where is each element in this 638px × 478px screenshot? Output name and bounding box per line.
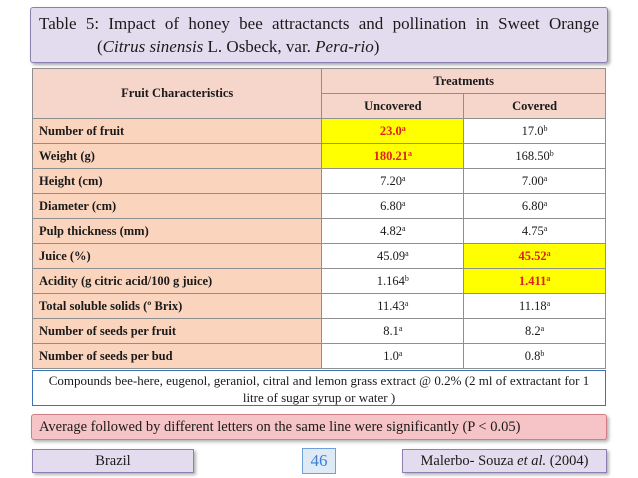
fruit-characteristics-table [32,68,606,369]
title-line-1: Table 5: Impact of honey bee attractancts and pollination in Sweet Orange [39,14,599,33]
cell-covered: 168.50$^b$ [464,144,606,169]
cell-uncovered: 180.21$^a$ [322,144,464,169]
table-row [33,269,606,294]
row-label: Juice (%) [33,244,322,269]
col-header-characteristics: Fruit Characteristics [33,69,322,119]
row-label: Diameter (cm) [33,194,322,219]
col-header-uncovered: Uncovered [322,94,464,119]
table-row [33,344,606,369]
table-row [33,119,606,144]
compounds-note: Compounds bee-here, eugenol, geraniol, citral and lemon grass extract @ 0.2% (2 ml of extractant for 1 litre of sugar syrup or water ) [32,370,606,406]
variety-name: Pera-rio [315,37,374,56]
cell-uncovered: 1.164$^b$ [322,269,464,294]
cell-covered: 8.2$^a$ [464,319,606,344]
significance-note: Average followed by different letters on the same line were significantly (P < 0.05) [31,414,607,440]
cell-covered: 0.8$^b$ [464,344,606,369]
cell-covered: 6.80$^a$ [464,194,606,219]
row-label: Number of seeds per bud [33,344,322,369]
table-header-row [33,69,606,94]
cell-uncovered: 45.09$^a$ [322,244,464,269]
cell-uncovered: 23.0$^a$ [322,119,464,144]
slide-title [30,7,608,63]
row-label: Weight (g) [33,144,322,169]
table-row [33,144,606,169]
country-label: Brazil [32,449,194,473]
table-row [33,294,606,319]
cell-uncovered: 6.80$^a$ [322,194,464,219]
cell-uncovered: 8.1$^a$ [322,319,464,344]
col-header-covered: Covered [464,94,606,119]
cell-covered: 45.52$^a$ [464,244,606,269]
table-row [33,319,606,344]
cell-uncovered: 11.43$^a$ [322,294,464,319]
page-number: 46 [302,448,336,474]
title-line-2: (Citrus sinensis L. Osbeck, var. Pera-rio) [97,37,380,56]
row-label: Pulp thickness (mm) [33,219,322,244]
scientific-name: Citrus sinensis [102,37,204,56]
table-row [33,219,606,244]
cell-covered: 1.411$^a$ [464,269,606,294]
cell-covered: 17.0$^b$ [464,119,606,144]
table-row [33,194,606,219]
table-row [33,169,606,194]
row-label: Total soluble solids (º Brix) [33,294,322,319]
table-row [33,244,606,269]
cell-uncovered: 4.82$^a$ [322,219,464,244]
cell-covered: 4.75$^a$ [464,219,606,244]
cell-uncovered: 1.0$^a$ [322,344,464,369]
cell-uncovered: 7.20$^a$ [322,169,464,194]
cell-covered: 11.18$^a$ [464,294,606,319]
cell-covered: 7.00$^a$ [464,169,606,194]
row-label: Acidity (g citric acid/100 g juice) [33,269,322,294]
row-label: Height (cm) [33,169,322,194]
citation: Malerbo- Souza et al. (2004) [402,449,607,473]
col-header-treatments: Treatments [322,69,606,94]
row-label: Number of seeds per fruit [33,319,322,344]
row-label: Number of fruit [33,119,322,144]
